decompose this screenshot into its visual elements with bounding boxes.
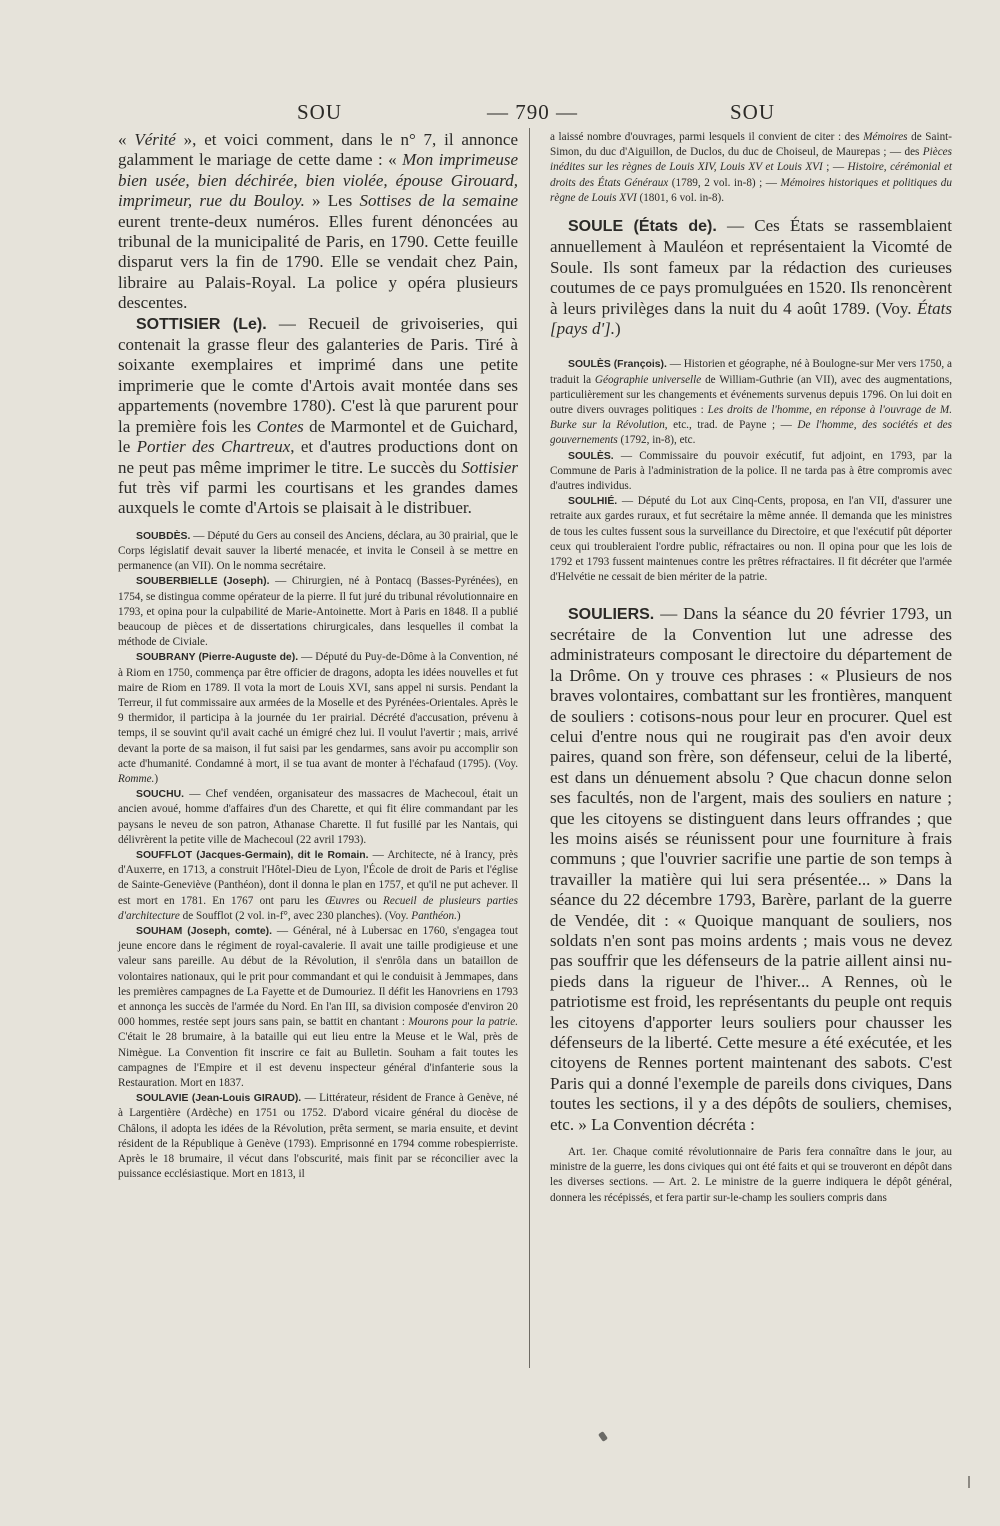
headword: SOTTISIER (Le). [136,315,267,333]
entry-souham: SOUHAM (Joseph, comte). — Général, né à Lubersac en 1760, s'engagea tout jeune encore dans le régiment de royal-cavalerie. Il avait une taille prodigieuse et une valeur sans pareille. Au début de la Révolution, il s'enrôla dans un bataillon de volontaires nationaux, qui le prit pour commandant et qui le conduisit à Jemmapes, dans les premières campagnes de La Fayette et de Dumouriez. Il défit les Hanovriens en 1793 et annonça les succès de l'armée du Nord. En l'an III, sa division composée d'environ 20 000 hommes, restée sept jours sans pain, se battit en chantant : Mourons pour la patrie. C'était le 28 brumaire, à la bataille qui eut lieu entre la Meuse et le Wal, près de Nimègue. La Convention fit inscrire ce fait au Bulletin. Souham a fait toutes les campagnes de l'Empire et il est devenu inspecteur général d'infanterie sous la Restauration. Mort en 1837. [118,925,518,1090]
sottises-continuation: « Vérité », et voici comment, dans le n° 7, il annonce galamment le mariage de cette dame : « Mon imprimeuse bien usée, bien déchirée, bien violée, épouse Girouard, imprimeur, rue du Bouloy. » Les Sottises de la semaine eurent trente-deux numéros. Elles furent dénoncées au tribunal de la municipalité de Paris, en 1790. Cette feuille disparut vers la fin de 1790. Elle se vendait chez Pain, libraire au Palais-Royal. La police y opéra plusieurs descentes. [118,130,519,313]
entry-sottisier: SOTTISIER (Le). — Recueil de grivoiseries, qui contenait la grasse fleur des galanteries de Paris. Tiré à soixante exemplaires et imprimé dans une petite imprimerie que le comte d'Artois avait montée dans ses appartements (novembre 1780). C'est là que parurent pour la première fois les Contes de Marmontel et de Guichard, le Portier des Chartreux, et d'autres productions dont on ne peut pas même imprimer le titre. Le succès du Sottisier fut très vif parmi les courtisans et les grandes dames auxquels le comte d'Artois se plaisait à le distribuer. [118,313,518,518]
entry-soufflot: SOUFFLOT (Jacques-Germain), dit le Romain. — Architecte, né à Irancy, près d'Auxerre, en 1713, a construit l'Hôtel-Dieu de Lyon, l'École de droit de Paris et l'église de Sainte-Geneviève (Panthéon), dont il donna le plan en 1757, et qu'il ne put achever. Il est mort en 1781. En 1767 ont paru les Œuvres ou Recueil de plusieurs parties d'architecture de Soufflot (2 vol. in-f°, avec 230 planches). (Voy. Panthéon.) [118,848,519,922]
entry-soules-francois: SOULÈS (François). — Historien et géographe, né à Boulogne-sur Mer vers 1750, a traduit la Géographie universelle de William-Guthrie (an VII), avec des augmentations, particulièrement sur les changements et événements survenus depuis 1796. On lui doit en outre divers ouvrages politiques : Les droits de l'homme, en réponse à l'ouvrage de M. Burke sur la Révolution, etc., trad. de Payne ; — De l'homme, des sociétés et des gouvernements (1792, in-8), etc. [550,358,953,447]
headword: SOUCHU. [136,789,184,801]
entry-souchu: SOUCHU. — Chef vendéen, organisateur des massacres de Machecoul, était un ancien avoué, homme d'affaires d'un des Charette, et qui fit élire commandant par les paysans le neveu de son patron, Athanase Charette. Il fut fusillé par les Nantais, qui délivrèrent la petite ville de Machecoul (22 avril 1793). [118,788,518,846]
headword: SOULE (États de). [568,218,717,236]
edge-mark [968,1476,970,1488]
decree-articles: Art. 1er. Chaque comité révolutionnaire de Paris fera connaître dans le jour, au ministre de la guerre, les dons civiques qui ont été faits et qui se trouveront en dépôt dans les diverses sections. — Art. 2. Le ministre de la guerre indiquera le dépôt général, donnera les récépissés, et fera partir sur-le-champ les souliers compris dans [550,1146,952,1204]
headword: SOULHIÉ. [568,496,618,508]
running-head-left: SOU [297,100,343,124]
headword: SOULAVIE (Jean-Louis GIRAUD). [136,1093,302,1105]
entry-soule: SOULE (États de). — Ces États se rassemblaient annuellement à Mauléon et représentaient la Vicomté de Soule. Ils sont fameux par la rédaction des curieuses coutumes de ce pays promulguées en 1520. Ils renoncèrent à leurs privilèges dans la nuit du 4 août 1789. (Voy. États [pays d'].) [550,216,952,339]
entry-soubrany: SOUBRANY (Pierre-Auguste de). — Député du Puy-de-Dôme à la Convention, né à Riom en 1750, commença par être officier de dragons, adopta les idées nouvelles et fut maire de Riom en 1789. Il vota la mort de Louis XVI, sans appel ni sursis. Pendant la Terreur, il fut commissaire aux armées de la Moselle et des Pyrénées-Orientales. Après le 9 thermidor, il participa à la journée du 1er prairial. Décrété d'accusation, prévenu à temps, il se souvint qu'il avait caché un émigré chez lui. Il voulut l'avertir ; mais, arrivé devant la porte de sa maison, il fut saisi par les gendarmes, sans avoir pu accomplir son acte d'humanité. Condamné à mort, il se tua avant de monter à l'échafaud (1795). (Voy. Romme.) [118,651,518,785]
right-column [550,130,952,1206]
soulavie-continuation: a laissé nombre d'ouvrages, parmi lesquels il convient de citer : des Mémoires de Saint-Simon, du duc d'Aiguillon, de Duclos, du duc de Choiseul, de Maurepas ; — des Pièces inédites sur les règnes de Louis XIV, Louis XV et Louis XVI ; — Histoire, cérémonial et droits des États Généraux (1789, 2 vol. in-8) ; — Mémoires historiques et politiques du règne de Louis XVI (1801, 6 vol. in-8). [550,131,952,204]
entry-soubdes: SOUBDÈS. — Député du Gers au conseil des Anciens, déclara, au 30 prairial, que le Corps législatif devait sauver la liberté menacée, et invita le Conseil à se mettre en permanence (an VII). On le nomma secrétaire. [118,529,518,573]
running-head-right: SOU [730,100,776,124]
column-rule [529,128,530,1368]
headword: SOULIERS. [568,605,655,623]
entry-soulhie: SOULHIÉ. — Député du Lot aux Cinq-Cents, proposa, en l'an VII, d'assurer une retraite aux gardes ruraux, et fut secrétaire la même année. Il demanda que les ministres de tous les cultes fussent sous la surveillance du Directoire, et que l'exécutif pût déporter ceux qui troubleraient l'ordre public, réfractaires ou non. Il opina pour que les lois de 1792 et 1793 fussent maintenues contre les prêtres réfractaires. Il fit décréter que l'armée d'Helvétie ne cessait de bien mériter de la patrie. [550,495,952,584]
entry-souberbielle: SOUBERBIELLE (Joseph). — Chirurgien, né à Pontacq (Basses-Pyrénées), en 1754, se distingua comme opérateur de la pierre. Il fut juré du tribunal révolutionnaire en 1793, et opina pour la culpabilité de Marie-Antoinette. Mort à Paris en 1848. Il a publié beaucoup de pièces et de dissertations chirurgicales, dans lesquelles il combat la méthode de Civiale. [118,575,518,649]
entry-soules: SOULÈS. — Commissaire du pouvoir exécutif, fut adjoint, en 1793, par la Commune de Paris à l'administration de la police. Il ne tarda pas à être compromis avec d'autres individus. [550,449,952,493]
entry-soulavie: SOULAVIE (Jean-Louis GIRAUD). — Littérateur, résident de France à Genève, né à Largentière (Ardèche) en 1751 ou 1752. D'abord vicaire général du diocèse de Châlons, il adopta les idées de la Révolution, prêta serment, se maria ensuite, et devint résident de la République à Genève (1793). Emprisonné en 1794 comme robespierriste. Après le 18 brumaire, il vécut dans l'obscurité, mais finit par se réconcilier avec la puissance ecclésiastique. Mort en 1813, il [118,1092,518,1181]
ink-smudge [598,1431,608,1442]
entry-souliers: SOULIERS. — Dans la séance du 20 février 1793, un secrétaire de la Convention lut une adresse des administrateurs composant le directoire du département de la Drôme. On y trouve ces phrases : « Plusieurs de nos braves volontaires, combattant sur les frontières, manquent de souliers : cotisons-nous pour leur en procurer. Quel est celui d'entre nous qui ne rougirait pas d'en avoir deux paires, quand son frère, son défenseur, celui de la liberté, est dans un dénuement absolu ? Que chacun donne selon ses facultés, non de l'argent, mais des souliers en nature ; que les citoyens se distinguent dans leurs offrandes ; que les moins aisés se réunissent pour une fourniture à frais communs ; que l'ouvrier sacrifie une partie de son temps à travailler la matière qui lui sera présentée... » Dans la séance du 22 décembre 1793, Barère, parlant de la guerre de Vendée, dit : « Quoique manquant de souliers, nos soldats n'en sont pas moins ardents ; mais vous ne devez pas souffrir que les défenseurs de la patrie aillent ainsi nu-pieds dans la rigueur de l'hiver... A Rennes, où le patriotisme est froid, les représentants du peuple ont requis les citoyens d'apporter leurs souliers pour chausser les défenseurs de la liberté. Cette mesure a été exécutée, et les citoyens de Rennes portent maintenant des sabots. C'est Paris qui a donné l'exemple de pareils dons civiques, Dans toutes les sections, il y a des dépôts de souliers, chemises, etc. » La Convention décréta : [550,603,952,1134]
running-head [0,100,1000,130]
headword: SOULÈS (François). [568,359,667,371]
headword: SOUBERBIELLE (Joseph). [136,576,270,588]
headword: SOUBDÈS. [136,530,191,542]
headword: SOULÈS. [568,450,614,462]
page-number: — 790 — [487,100,578,124]
left-column [118,130,518,1182]
headword: SOUHAM (Joseph, comte). [136,926,272,937]
headword: SOUFFLOT (Jacques-Germain), dit le Romain. [136,849,369,861]
headword: SOUBRANY (Pierre-Auguste de). [136,652,299,664]
